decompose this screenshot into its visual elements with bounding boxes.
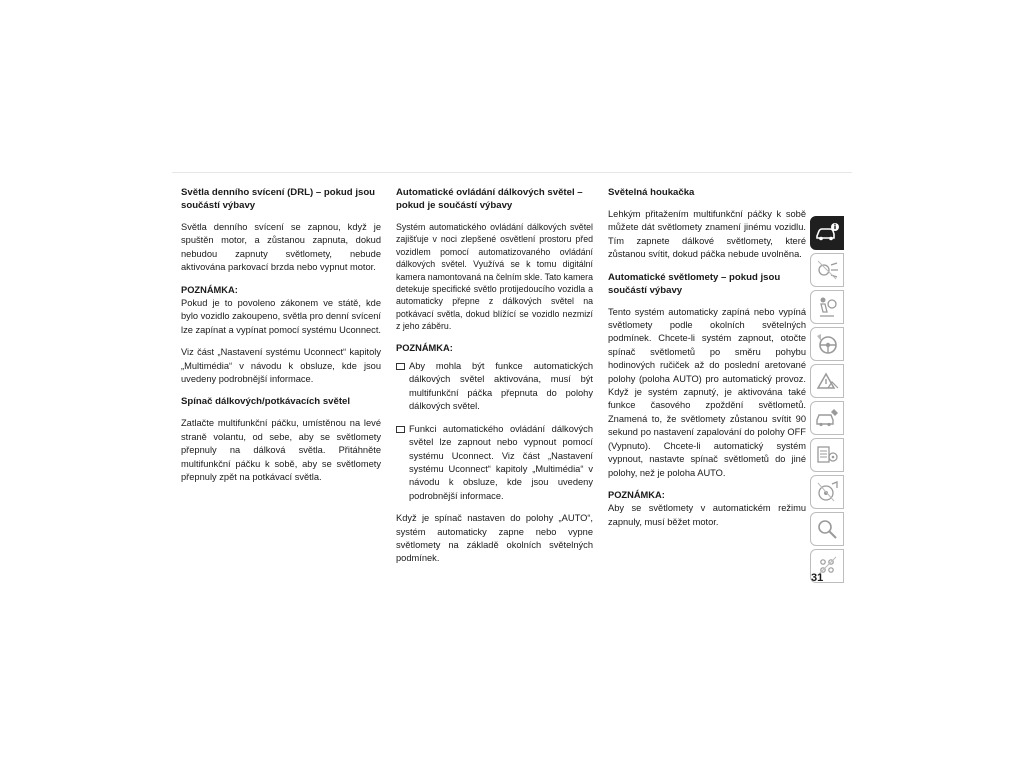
chapter-tabs — [810, 216, 845, 586]
page-number: 31 — [811, 572, 824, 584]
tab-airbag[interactable] — [810, 290, 844, 324]
switch-heading: Spínač dálkových/potkávacích světel — [181, 396, 351, 408]
bullet-text: Funkci automatického ovládání dálkových světel lze zapnout nebo vypnout pomocí systému Uconnect. Viz část „Nastavení systému Uconnect“ kapitoly „Multimédia“ v návodu k obsluze, kde jsou uvedeny podrobnější informace. — [409, 423, 593, 501]
technical-data-icon — [814, 442, 840, 468]
search-icon — [814, 516, 840, 542]
tab-steering-wheel[interactable] — [810, 327, 844, 361]
auto-lights-heading: Automatické světlomety – pokud jsou součástí výbavy — [608, 271, 781, 296]
multimedia-icon — [814, 479, 840, 505]
bullet-item — [396, 423, 593, 503]
tab-car-service[interactable] — [810, 401, 844, 435]
warning-triangle-icon — [814, 368, 840, 394]
checkbox-bullet-icon — [396, 363, 405, 370]
warning-lights-icon — [814, 257, 840, 283]
auto-position-text: Když je spínač nastaven do polohy „AUTO“, systém automaticky zapne nebo vypne světlomety na základě okolních světelných podmínek. — [396, 513, 593, 564]
bullet-text: Aby mohla být funkce automatických dálkových světel aktivována, musí být multifunkční páčka přepnuta do polohy dálkových světel. — [409, 361, 593, 412]
note-text: Aby se světlomety v automatickém režimu zapnuly, musí běžet motor. — [608, 503, 806, 527]
drl-text: Světla denního svícení se zapnou, když je spuštěn motor, a zůstanou zapnuta, dokud nebudou zapnuty světlomety, nebude aktivována parkovací brzda nebo vypnut motor. — [181, 222, 381, 273]
drl-heading: Světla denního svícení (DRL) – pokud jsou součástí výbavy — [181, 187, 376, 211]
tab-technical-data[interactable] — [810, 438, 844, 472]
car-service-icon — [814, 405, 840, 431]
note-text: Pokud je to povoleno zákonem ve státě, kde bylo vozidlo zakoupeno, světla pro denní svícení lze zapínat a vypínat pomocí systému Uconnect. — [181, 298, 382, 335]
auto-high-text: Systém automatického ovládání dálkových světel zajišťuje v noci zlepšené osvětlení prostoru před vozidlem pomocí automatizovaného ovládání dálkových světel. Využívá se k tomu digitální kamera namontovaná na čelním skle. Tato kamera detekuje specifické světlo protijedoucího vozidla a automaticky přepne z dálkových světel na potkávací světla, dokud blížící se vozidlo nezmizí z jeho záběru. — [396, 222, 593, 332]
switch-text: Zatlačte multifunkční páčku, umístěnou na levé straně volantu, od sebe, aby se světlomety přepnuly na dálková světla. Přitáhněte multifunkční páčku k sobě, aby se světlomety přepnuly zpět na potkávací světla. — [181, 418, 381, 483]
tab-multimedia[interactable] — [810, 475, 844, 509]
note-label: POZNÁMKA: — [608, 489, 665, 500]
steering-wheel-icon — [814, 331, 840, 357]
column-3 — [608, 186, 806, 538]
flash-heading: Světelná houkačka — [608, 187, 695, 198]
bullet-item — [396, 360, 593, 414]
column-2 — [396, 186, 593, 575]
flash-text: Lehkým přitažením multifunkční páčky k sobě můžete dát světlomety znamení jinému vozidlu. Tím zapnete dálkové světlomety, které zůstanou svítit, dokud páčka nebude uvolněna. — [608, 209, 806, 260]
tab-car-info[interactable] — [810, 216, 844, 250]
auto-lights-text: Tento systém automaticky zapíná nebo vypíná světlomety podle okolních světelných podmínek. Chcete-li systém zapnout, otočte spínač světlometů po směru pohybu hodinových ručiček až do poslední aretované polohy (poloha AUTO) pro automatický provoz. Když je systém zapnutý, je aktivována také funkce časového zpoždění světlometů. Znamená to, že světlomety zůstanou svítit 90 sekund po nastavení zapalování do polohy OFF (Vypnuto). Chcete-li automatický systém vypnout, nastavte spínač světlometů do jiné polohy, než je poloha AUTO. — [608, 306, 806, 478]
note-label: POZNÁMKA: — [181, 284, 238, 295]
tab-search[interactable] — [810, 512, 844, 546]
car-info-icon — [814, 220, 840, 246]
tab-warning-lights[interactable] — [810, 253, 844, 287]
checkbox-bullet-icon — [396, 426, 405, 433]
airbag-icon — [814, 294, 840, 320]
column-1 — [181, 186, 381, 494]
note-label: POZNÁMKA: — [396, 342, 453, 353]
top-rule — [172, 172, 852, 173]
see-text: Viz část „Nastavení systému Uconnect“ kapitoly „Multimédia“ v návodu k obsluze, kde jsou uvedeny podrobnější informace. — [181, 347, 381, 385]
auto-high-heading: Automatické ovládání dálkových světel – pokud je součástí výbavy — [396, 187, 583, 211]
tab-warning-triangle[interactable] — [810, 364, 844, 398]
